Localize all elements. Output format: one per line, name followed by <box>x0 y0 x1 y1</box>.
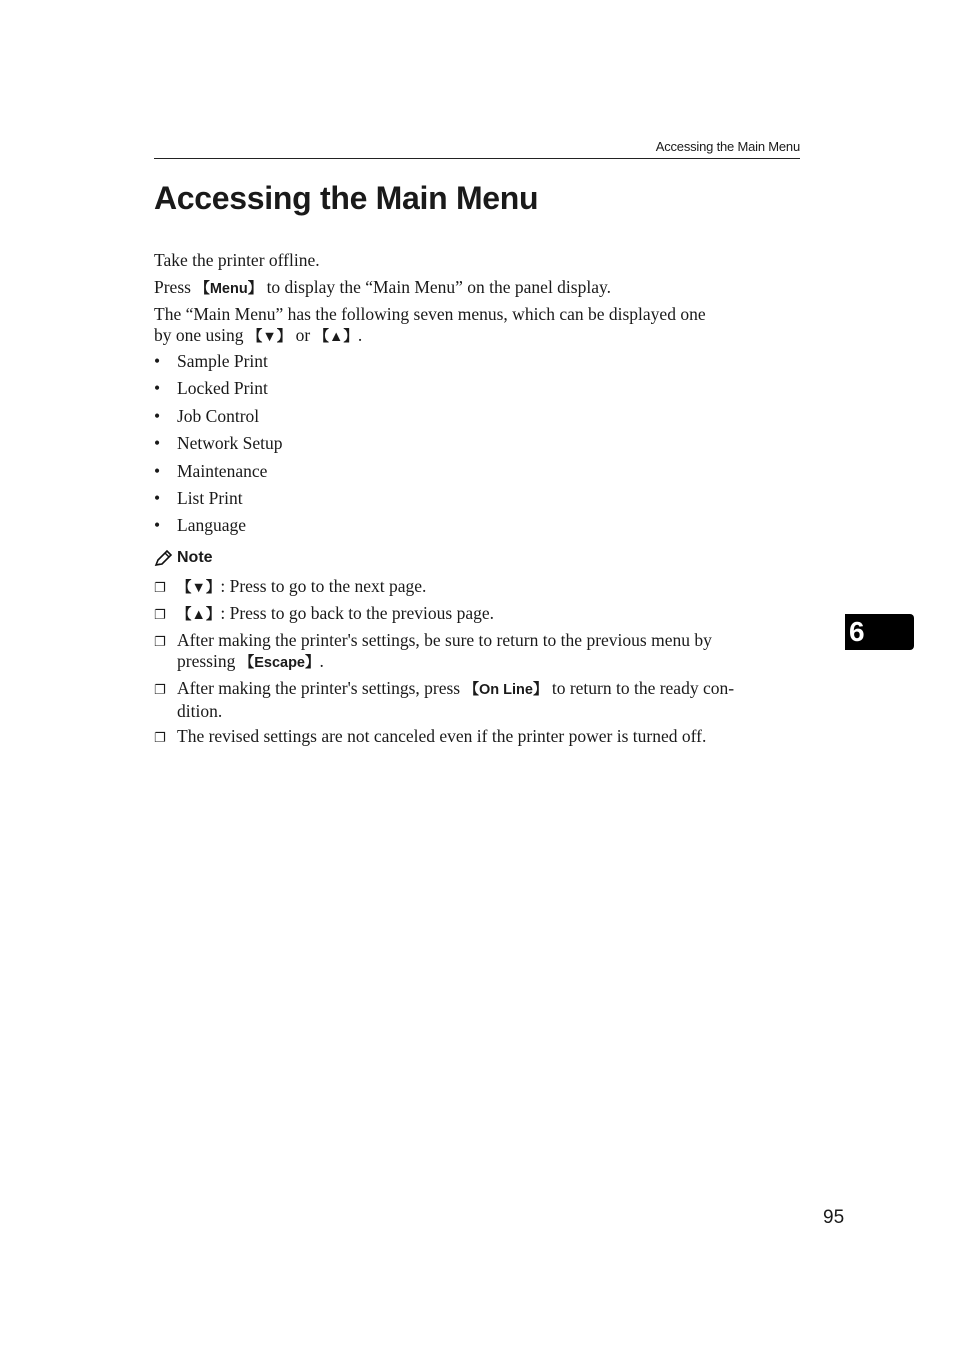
checkbox-icon: ❐ <box>154 635 166 650</box>
page-title: Accessing the Main Menu <box>154 180 539 216</box>
main-menu-line1: The “Main Menu” has the following seven menus, which can be displayed one <box>154 304 706 324</box>
list-item: • Language <box>154 515 246 536</box>
up-key: 【▲】 <box>177 607 221 623</box>
header-rule <box>154 158 800 159</box>
down-key: 【▼】 <box>247 329 292 345</box>
main-menu-line2: by one using <box>154 325 248 345</box>
checkbox-icon: ❐ <box>154 608 166 623</box>
note-item: ❐ After making the printer's settings, press 【On Line】 to return to the ready con- dition. <box>154 678 735 721</box>
menu-key: 【Menu】 <box>195 281 263 297</box>
note-item: ❐ 【▲】: Press to go back to the previous page. <box>154 603 804 626</box>
down-key: 【▼】 <box>177 580 221 596</box>
menu-list <box>154 351 282 543</box>
online-key: 【On Line】 <box>464 682 548 698</box>
step-press-menu <box>154 277 804 300</box>
list-item: • Job Control <box>154 405 260 426</box>
note-item: ❐ After making the printer's settings, be sure to return to the previous menu by pressing 【Escape】. <box>154 630 804 674</box>
page-number: 95 <box>823 1207 845 1228</box>
checkbox-icon: ❐ <box>154 731 166 746</box>
list-item: • Locked Print <box>154 378 268 399</box>
up-key: 【▲】 <box>314 329 358 345</box>
note-item: ❐ 【▼】: Press to go to the next page. <box>154 576 804 599</box>
checkbox-icon: ❐ <box>154 683 166 698</box>
list-item: • List Print <box>154 487 243 508</box>
list-item: • Network Setup <box>154 433 283 454</box>
running-head: Accessing the Main Menu <box>655 139 800 154</box>
step-offline: Take the printer offline. <box>154 250 320 270</box>
note-heading: Note <box>154 549 213 567</box>
note-item: ❐ The revised settings are not canceled even if the printer power is turned off. <box>154 726 804 749</box>
chapter-tab: 6 <box>845 614 914 650</box>
list-item: • Sample Print <box>154 351 268 371</box>
escape-key: 【Escape】 <box>239 655 320 671</box>
press-suffix: to display the “Main Menu” on the panel display. <box>262 277 611 297</box>
or-text: or <box>291 325 315 345</box>
step-main-menu <box>154 304 804 348</box>
period: . <box>357 325 363 345</box>
pencil-icon <box>154 549 174 567</box>
checkbox-icon: ❐ <box>154 581 166 596</box>
press-prefix: Press <box>154 277 196 297</box>
list-item: • Maintenance <box>154 460 268 481</box>
